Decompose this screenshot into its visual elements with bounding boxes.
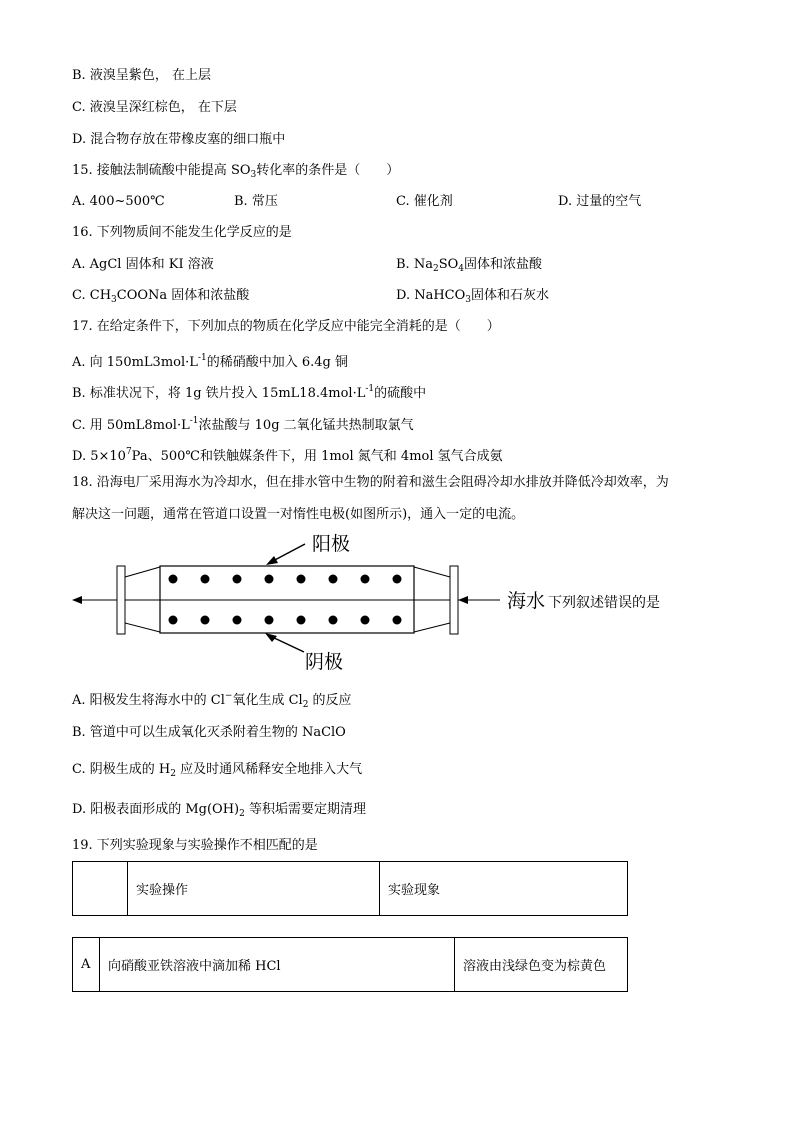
q15-option-a: A. 400~500℃ [72, 194, 165, 209]
q18-stem-line2: 解决这一问题，通常在管道口设置一对惰性电极(如图所示)，通入一定的电流。 [72, 507, 525, 522]
anode-label: 阳极 [312, 533, 351, 555]
row-a-operation: 向硝酸亚铁溶液中滴加稀 HCl [99, 938, 454, 991]
cathode-electrodes [169, 616, 402, 625]
q18-option-d: D. 阳极表面形成的 $Mg(OH)_2$ 等积垢需要定期清理 [72, 802, 367, 819]
q18-question-tail: 下列叙述错误的是 [548, 595, 660, 611]
q15-stem: 15. 接触法制硫酸中能提高 $SO_3$转化率的条件是（ ） [72, 163, 400, 180]
q14-option-c: C. 液溴呈深红棕色， 在下层 [72, 100, 237, 115]
q19-table-row-a [72, 937, 628, 992]
seawater-label: 海水 [507, 590, 546, 612]
header-cell-label [73, 862, 127, 915]
flow-arrowhead-left [72, 596, 82, 604]
q15-option-c: C. 催化剂 [396, 194, 453, 209]
q19-table-header [72, 861, 628, 916]
electrolysis-pipe-diagram [60, 528, 680, 678]
q14-option-d: D. 混合物存放在带橡皮塞的细口瓶中 [72, 132, 286, 147]
right-flange [450, 566, 458, 634]
q18-stem-line1: 18. 沿海电厂采用海水为冷却水，但在排水管中生物的附着和滋生会阻碍冷却水排放并降低冷却效率，为 [72, 475, 669, 490]
q16-option-a: A. AgCl 固体和 KI 溶液 [72, 257, 214, 272]
anode-electrodes [169, 575, 402, 584]
row-a-phenomenon: 溶液由浅绿色变为棕黄色 [454, 938, 629, 991]
row-a-label: A [81, 957, 91, 972]
q19-stem: 19. 下列实验现象与实验操作不相匹配的是 [72, 838, 318, 853]
q17-option-d: D. $5\times 10^7Pa$、500℃和铁触媒条件下，用 1mol 氮气和 4mol 氢气合成氨 [72, 447, 503, 464]
q17-option-b: B. 标准状况下，将 1g 铁片投入 $15mL18.4mol\cdot L^{-1}$的硫酸中 [72, 384, 427, 401]
header-cell-operation: 实验操作 [127, 862, 379, 915]
q17-option-c: C. 用 $50mL8mol\cdot L^{-1}$浓盐酸与 10g 二氧化锰共热制取氯气 [72, 416, 414, 433]
q17-stem: 17. 在给定条件下，下列加点的物质在化学反应中能完全消耗的是（ ） [72, 319, 500, 334]
q15-option-d: D. 过量的空气 [558, 194, 642, 209]
q18-option-b: B. 管道中可以生成氧化灭杀附着生物的 NaClO [72, 725, 346, 740]
header-cell-phenomenon: 实验现象 [379, 862, 629, 915]
q15-option-b: B. 常压 [234, 194, 278, 209]
q18-option-c: C. 阴极生成的 $H_2$ 应及时通风稀释安全地排入大气 [72, 762, 363, 779]
flow-arrowhead-right [458, 596, 468, 604]
q16-option-b: B. $Na_2SO_4$固体和浓盐酸 [396, 257, 543, 274]
q18-option-a: A. 阳极发生将海水中的 Cl−氧化生成 $Cl_2$ 的反应 [72, 691, 352, 710]
cathode-label: 阴极 [305, 651, 344, 673]
q16-option-c: C. $CH_3COONa$ 固体和浓盐酸 [72, 288, 250, 305]
q17-option-a: A. 向 $150mL3mol\cdot L^{-1}$的稀硝酸中加入 6.4g 铜 [72, 353, 348, 370]
q16-stem: 16. 下列物质间不能发生化学反应的是 [72, 225, 292, 240]
left-flange [117, 566, 125, 634]
q16-option-d: D. NaHCO$_3$固体和石灰水 [396, 288, 550, 305]
q14-option-b: B. 液溴呈紫色， 在上层 [72, 68, 211, 83]
